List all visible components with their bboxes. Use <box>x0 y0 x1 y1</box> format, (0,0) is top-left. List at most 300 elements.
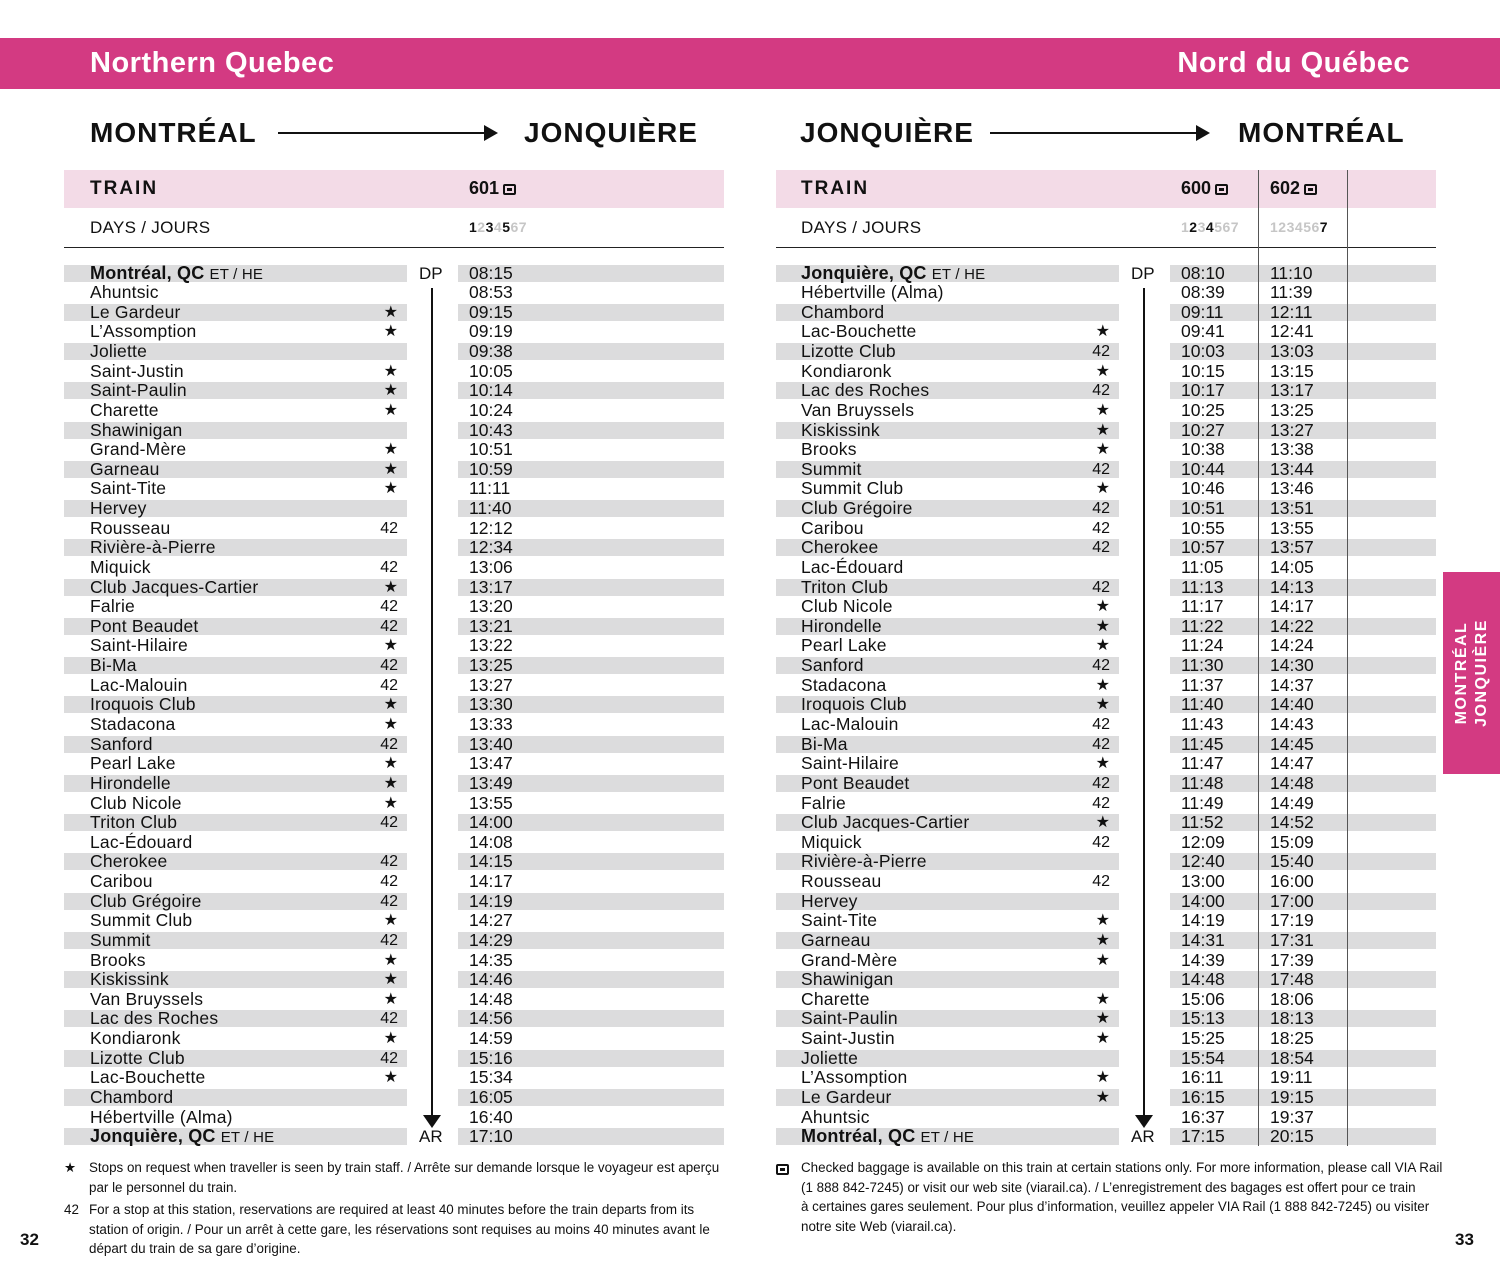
station-name <box>801 538 878 558</box>
request-stop-mark: ★ <box>383 715 398 733</box>
station-label: Saint-Paulin <box>801 1008 898 1029</box>
stripe <box>1348 1128 1436 1145</box>
reservation-mark: 42 <box>1092 500 1110 518</box>
time-cell: 09:19 <box>469 321 513 342</box>
day-digit: 3 <box>1286 219 1295 235</box>
reservation-mark: 42 <box>1092 460 1110 478</box>
station-label: Triton Club <box>801 576 889 597</box>
request-stop-mark: ★ <box>383 912 398 930</box>
footnote-star-text <box>89 1158 719 1197</box>
direction-arrow-line <box>1143 288 1145 1118</box>
station-name <box>90 676 188 696</box>
station-name <box>801 460 862 480</box>
station-label: Hirondelle <box>90 772 171 793</box>
time-cell: 18:54 <box>1270 1047 1314 1068</box>
day-digit: 1 <box>1181 219 1190 235</box>
time-cell: 10:24 <box>469 399 513 420</box>
time-cell: 13:17 <box>469 576 513 597</box>
station-label: Rivière-à-Pierre <box>801 851 927 872</box>
station-name <box>90 1029 181 1049</box>
request-stop-mark: ★ <box>1095 1088 1110 1106</box>
station-label: Garneau <box>90 458 160 479</box>
timezone-label: ET / HE <box>220 1129 275 1147</box>
stripe <box>1348 579 1436 596</box>
station-label: Caribou <box>801 517 864 538</box>
reservation-mark: 42 <box>1092 578 1110 596</box>
request-stop-mark: ★ <box>1095 323 1110 341</box>
time-cell: 10:59 <box>469 458 513 479</box>
station-label: Saint-Paulin <box>90 380 187 401</box>
time-cell: 11:48 <box>1181 772 1224 793</box>
arrival-label: AR <box>1131 1127 1155 1147</box>
station-name <box>801 401 914 421</box>
stripe <box>1348 657 1436 674</box>
station-label: Le Gardeur <box>90 301 181 322</box>
station-label: Ahuntsic <box>90 282 159 303</box>
station-label: Charette <box>801 988 870 1009</box>
time-cell: 14:24 <box>1270 635 1314 656</box>
station-name <box>801 283 944 303</box>
request-stop-mark: ★ <box>383 362 398 380</box>
day-digit: 5 <box>502 219 511 235</box>
time-cell: 14:08 <box>469 831 513 852</box>
train-number: 600 <box>1181 178 1212 198</box>
reservation-mark: 42 <box>380 931 398 949</box>
station-name <box>801 342 896 362</box>
stripe <box>1348 618 1436 635</box>
time-cell: 19:11 <box>1270 1067 1313 1088</box>
time-cell: 14:35 <box>469 949 513 970</box>
side-tab-line2: JONQUIÈRE <box>1472 619 1490 727</box>
request-stop-mark: ★ <box>383 794 398 812</box>
reservation-mark: 42 <box>1092 539 1110 557</box>
station-label: Le Gardeur <box>801 1086 892 1107</box>
station-label: Rousseau <box>90 517 171 538</box>
stripe <box>1348 265 1436 282</box>
station-label: Kondiaronk <box>801 360 892 381</box>
time-cell: 13:22 <box>469 635 513 656</box>
station-label: Club Nicole <box>801 596 893 617</box>
station-label: Miquick <box>90 556 151 577</box>
footnote-42-text <box>89 1200 710 1259</box>
station-label: Sanford <box>90 733 153 754</box>
stripe <box>1348 775 1436 792</box>
footnote-line: notre site Web (viarail.ca). <box>801 1218 957 1234</box>
day-digit: 4 <box>493 219 503 235</box>
station-label: Sanford <box>801 655 864 676</box>
time-cell: 14:40 <box>1270 694 1314 715</box>
time-cell: 11:43 <box>1181 713 1224 734</box>
time-cell: 14:17 <box>469 871 513 892</box>
station-name <box>90 735 153 755</box>
reservation-mark: 42 <box>380 598 398 616</box>
stripe <box>1348 422 1436 439</box>
station-name <box>90 951 146 971</box>
stripe <box>1348 304 1436 321</box>
side-tab[interactable] <box>1443 572 1500 774</box>
stripe <box>1348 971 1436 988</box>
request-stop-mark: ★ <box>383 303 398 321</box>
time-cell: 13:00 <box>1181 871 1225 892</box>
time-cell: 08:39 <box>1181 282 1225 303</box>
station-label: Saint-Justin <box>801 1028 895 1049</box>
station-label: Joliette <box>801 1047 859 1068</box>
time-cell: 13:25 <box>469 655 513 676</box>
station-label: Stadacona <box>801 674 887 695</box>
time-cell: 09:15 <box>469 301 513 322</box>
day-digit: 4 <box>1294 219 1304 235</box>
station-label: Kiskissink <box>801 419 880 440</box>
station-label: Cherokee <box>90 851 168 872</box>
station-name <box>90 931 151 951</box>
footnote-line: For a stop at this station, reservations are required at least 40 minutes before the train departs from its <box>89 1202 695 1217</box>
station-name <box>801 558 903 578</box>
time-cell: 14:19 <box>1181 910 1225 931</box>
direction-arrow-head <box>423 1115 441 1128</box>
time-cell: 16:11 <box>1181 1067 1224 1088</box>
station-label: Triton Club <box>90 812 178 833</box>
train-number: 601 <box>469 178 500 198</box>
time-cell: 10:27 <box>1181 419 1225 440</box>
time-cell: 14:13 <box>1270 576 1314 597</box>
footnote-line: Stops on request when traveller is seen by train staff. / Arrête sur demande lorsque le voyageur est aperçu <box>89 1160 720 1175</box>
time-cell: 11:30 <box>1181 655 1224 676</box>
station-name <box>801 1009 898 1029</box>
time-cell: 16:00 <box>1270 871 1314 892</box>
time-cell: 15:25 <box>1181 1028 1225 1049</box>
time-cell: 13:49 <box>469 772 513 793</box>
time-cell: 13:51 <box>1270 498 1314 519</box>
station-name <box>801 676 886 696</box>
time-cell: 14:29 <box>469 929 513 950</box>
station-name <box>90 1127 274 1148</box>
left-route-from: MONTRÉAL <box>90 117 257 148</box>
station-label: L’Assomption <box>90 321 197 342</box>
time-cell: 18:06 <box>1270 988 1314 1009</box>
station-name <box>90 636 188 656</box>
request-stop-mark: ★ <box>1095 755 1110 773</box>
time-cell: 11:24 <box>1181 635 1224 656</box>
left-header-rule <box>64 247 724 248</box>
request-stop-mark: ★ <box>383 1030 398 1048</box>
time-cell: 12:40 <box>1181 851 1225 872</box>
time-cell: 13:27 <box>469 674 513 695</box>
station-name <box>90 381 187 401</box>
reservation-mark: 42 <box>1092 343 1110 361</box>
station-name <box>90 558 151 578</box>
request-stop-mark: ★ <box>1095 617 1110 635</box>
time-cell: 15:16 <box>469 1047 513 1068</box>
right-train-602 <box>1270 178 1317 199</box>
station-label: Montréal, QC <box>90 262 205 283</box>
time-cell: 11:52 <box>1181 812 1224 833</box>
station-label: Falrie <box>801 792 846 813</box>
time-cell: 17:15 <box>1181 1126 1225 1147</box>
time-cell: 14:46 <box>469 969 513 990</box>
station-label: Summit <box>801 458 862 479</box>
left-days-601 <box>469 219 527 235</box>
time-cell: 15:54 <box>1181 1047 1225 1068</box>
station-name <box>90 695 196 715</box>
station-label: Club Grégoire <box>90 890 202 911</box>
station-name <box>90 892 202 912</box>
time-cell: 13:30 <box>469 694 513 715</box>
request-stop-mark: ★ <box>1095 1069 1110 1087</box>
station-name <box>90 519 170 539</box>
time-cell: 08:10 <box>1181 262 1225 283</box>
baggage-icon <box>776 1164 789 1175</box>
day-digit: 6 <box>510 219 519 235</box>
station-name <box>90 1049 185 1069</box>
station-label: Caribou <box>90 871 153 892</box>
time-cell: 14:52 <box>1270 812 1314 833</box>
station-name <box>90 852 167 872</box>
station-label: Saint-Hilaire <box>801 753 899 774</box>
time-cell: 10:46 <box>1181 478 1225 499</box>
time-cell: 14:15 <box>469 851 513 872</box>
station-name <box>90 813 177 833</box>
station-label: Bi-Ma <box>801 733 848 754</box>
station-label: Shawinigan <box>801 969 894 990</box>
station-name <box>801 970 893 990</box>
request-stop-mark: ★ <box>383 578 398 596</box>
reservation-mark: 42 <box>380 1010 398 1028</box>
request-stop-mark: ★ <box>383 1069 398 1087</box>
station-name <box>90 264 263 285</box>
station-name <box>801 617 882 637</box>
time-cell: 08:15 <box>469 262 513 283</box>
time-cell: 14:48 <box>1270 772 1314 793</box>
time-cell: 09:11 <box>1181 301 1224 322</box>
station-label: Club Grégoire <box>801 498 913 519</box>
footnote-line: à certaines gares seulement. Pour plus d’information, veuillez appeler VIA Rail (1 888 842-7245) ou visiter <box>801 1199 1430 1215</box>
day-digit: 6 <box>1222 219 1231 235</box>
request-stop-mark: ★ <box>1095 401 1110 419</box>
request-stop-mark: ★ <box>1095 1030 1110 1048</box>
time-cell: 09:41 <box>1181 321 1225 342</box>
time-cell: 18:25 <box>1270 1028 1314 1049</box>
request-stop-mark: ★ <box>383 971 398 989</box>
station-label: Lac-Malouin <box>90 674 188 695</box>
station-name <box>801 597 893 617</box>
station-label: Club Jacques-Cartier <box>801 812 970 833</box>
time-cell: 14:45 <box>1270 733 1314 754</box>
station-name <box>801 1108 870 1128</box>
station-name <box>90 1009 218 1029</box>
time-cell: 12:34 <box>469 537 513 558</box>
right-train-600 <box>1181 178 1228 199</box>
time-cell: 10:25 <box>1181 399 1225 420</box>
time-cell: 14:30 <box>1270 655 1314 676</box>
reservation-mark: 42 <box>1092 833 1110 851</box>
request-stop-mark: ★ <box>1095 931 1110 949</box>
station-label: Summit <box>90 929 151 950</box>
time-cell: 11:40 <box>469 498 512 519</box>
station-label: Saint-Tite <box>801 910 878 931</box>
right-route-from: JONQUIÈRE <box>800 117 974 148</box>
station-label: Van Bruyssels <box>801 399 915 420</box>
right-header-rule <box>776 247 1436 248</box>
time-cell: 13:46 <box>1270 478 1314 499</box>
time-cell: 19:15 <box>1270 1086 1314 1107</box>
time-cell: 13:55 <box>1270 517 1314 538</box>
station-label: Chambord <box>801 301 885 322</box>
station-label: Ahuntsic <box>801 1106 870 1127</box>
left-train-601 <box>469 178 516 199</box>
right-train-header-row <box>776 170 1436 208</box>
station-label: Brooks <box>801 439 857 460</box>
request-stop-mark: ★ <box>1095 951 1110 969</box>
time-cell: 10:57 <box>1181 537 1225 558</box>
time-cell: 09:38 <box>469 341 513 362</box>
baggage-icon <box>1304 184 1317 195</box>
left-train-header-row <box>64 170 724 208</box>
station-label: Jonquière, QC <box>801 262 927 283</box>
time-cell: 14:59 <box>469 1028 513 1049</box>
station-name <box>801 813 969 833</box>
station-name <box>90 342 147 362</box>
page-number-left: 32 <box>20 1230 39 1249</box>
footnote-line: départ du train de sa gare d’origine. <box>89 1241 301 1257</box>
station-label: Lac des Roches <box>801 380 930 401</box>
right-days-600 <box>1181 219 1239 235</box>
time-cell: 15:34 <box>469 1067 513 1088</box>
station-label: Grand-Mère <box>90 439 187 460</box>
direction-arrow-line <box>431 288 433 1118</box>
reservation-mark: 42 <box>380 1049 398 1067</box>
reservation-mark: 42 <box>1092 519 1110 537</box>
station-label: Hervey <box>90 498 147 519</box>
time-cell: 10:51 <box>469 439 513 460</box>
time-cell: 14:39 <box>1181 949 1225 970</box>
footnote-line: par le personnel du train. <box>89 1179 238 1195</box>
station-label: Cherokee <box>801 537 879 558</box>
reservation-mark: 42 <box>1092 382 1110 400</box>
station-label: Hébertville (Alma) <box>90 1106 233 1127</box>
station-label: Iroquois Club <box>90 694 196 715</box>
time-cell: 15:13 <box>1181 1008 1225 1029</box>
time-cell: 10:17 <box>1181 380 1225 401</box>
time-cell: 17:10 <box>469 1126 513 1147</box>
station-name <box>801 362 892 382</box>
request-stop-mark: ★ <box>383 460 398 478</box>
station-name <box>801 381 929 401</box>
station-label: Lac-Édouard <box>90 831 193 852</box>
time-cell: 13:44 <box>1270 458 1314 479</box>
time-cell: 11:39 <box>1270 282 1313 303</box>
stripe <box>1348 1010 1436 1027</box>
station-name <box>90 440 186 460</box>
station-name <box>801 990 870 1010</box>
request-stop-mark: ★ <box>1095 598 1110 616</box>
station-name <box>801 695 907 715</box>
time-cell: 11:22 <box>1181 615 1224 636</box>
reservation-mark: 42 <box>380 853 398 871</box>
day-digit: 7 <box>518 219 528 235</box>
station-label: Pont Beaudet <box>90 615 199 636</box>
station-name <box>90 303 181 323</box>
time-cell: 13:15 <box>1270 360 1314 381</box>
reservation-mark: 42 <box>1092 735 1110 753</box>
station-label: Lac-Bouchette <box>801 321 917 342</box>
departure-label: DP <box>1131 263 1155 283</box>
time-cell: 13:03 <box>1270 341 1314 362</box>
station-label: Miquick <box>801 831 862 852</box>
station-label: Bi-Ma <box>90 655 137 676</box>
request-stop-mark: ★ <box>1095 696 1110 714</box>
baggage-icon <box>1215 184 1228 195</box>
request-stop-mark: ★ <box>383 401 398 419</box>
station-label: Lizotte Club <box>90 1047 185 1068</box>
day-digit: 3 <box>1197 219 1206 235</box>
station-name <box>90 322 197 342</box>
station-label: Grand-Mère <box>801 949 898 970</box>
station-name <box>801 774 909 794</box>
time-cell: 14:27 <box>469 910 513 931</box>
reservation-mark: 42 <box>380 814 398 832</box>
time-cell: 13:55 <box>469 792 513 813</box>
day-digit: 2 <box>1278 219 1287 235</box>
station-name <box>801 578 888 598</box>
time-cell: 13:06 <box>469 556 513 577</box>
time-cell: 17:48 <box>1270 969 1314 990</box>
time-cell: 14:31 <box>1181 929 1225 950</box>
station-name <box>90 421 182 441</box>
request-stop-mark: ★ <box>383 323 398 341</box>
station-label: Hervey <box>801 890 858 911</box>
station-name <box>90 715 175 735</box>
time-cell: 17:39 <box>1270 949 1314 970</box>
station-name <box>801 1088 892 1108</box>
stripe <box>1348 696 1436 713</box>
station-label: Montréal, QC <box>801 1126 916 1147</box>
request-stop-mark: ★ <box>383 951 398 969</box>
station-name <box>801 715 899 735</box>
day-digit: 7 <box>1319 219 1329 235</box>
arrival-label: AR <box>419 1127 443 1147</box>
stripe <box>1348 736 1436 753</box>
reservation-mark: 42 <box>380 519 398 537</box>
reservation-mark: 42 <box>1092 873 1110 891</box>
time-cell: 13:40 <box>469 733 513 754</box>
page-number-right: 33 <box>1455 1230 1474 1249</box>
time-cell: 13:17 <box>1270 380 1314 401</box>
station-label: Pearl Lake <box>90 753 176 774</box>
station-name <box>801 951 897 971</box>
request-stop-mark: ★ <box>383 696 398 714</box>
footnote-star-symbol: ★ <box>64 1160 77 1175</box>
time-cell: 15:06 <box>1181 988 1225 1009</box>
time-cell: 14:43 <box>1270 713 1314 734</box>
left-days-label: DAYS / JOURS <box>90 218 211 237</box>
day-digit: 7 <box>1230 219 1240 235</box>
time-cell: 16:40 <box>469 1106 513 1127</box>
station-label: Hirondelle <box>801 615 882 636</box>
station-label: Iroquois Club <box>801 694 907 715</box>
day-digit: 1 <box>469 219 478 235</box>
day-digit: 6 <box>1311 219 1320 235</box>
request-stop-mark: ★ <box>383 382 398 400</box>
direction-arrow-head <box>1135 1115 1153 1128</box>
station-label: Saint-Hilaire <box>90 635 188 656</box>
request-stop-mark: ★ <box>383 774 398 792</box>
station-name <box>801 872 881 892</box>
station-label: Charette <box>90 399 159 420</box>
station-name <box>90 833 192 853</box>
time-cell: 10:55 <box>1181 517 1225 538</box>
side-tab-line1: MONTRÉAL <box>1452 621 1470 725</box>
station-label: L’Assomption <box>801 1067 908 1088</box>
